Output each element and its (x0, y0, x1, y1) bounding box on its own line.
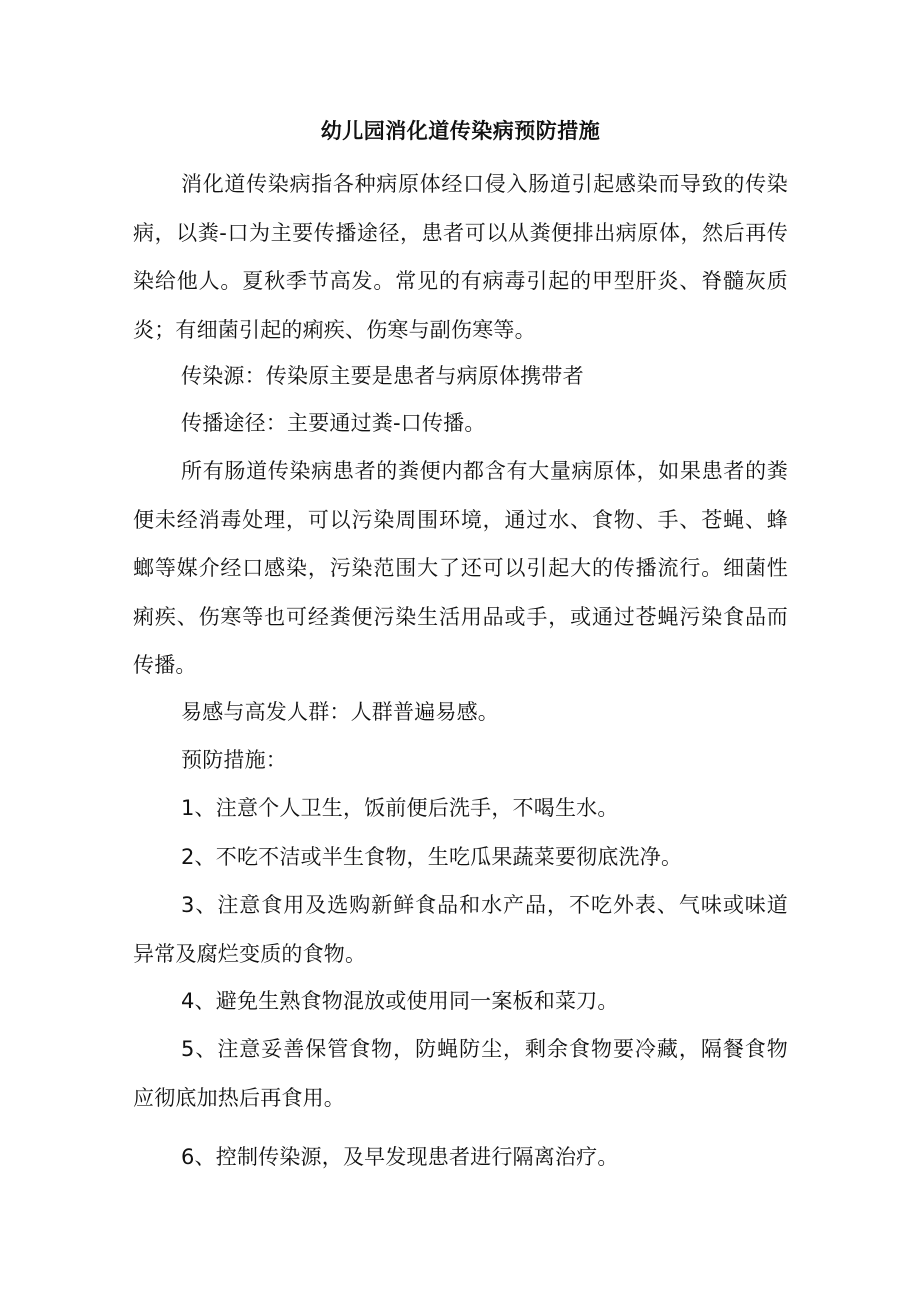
list-item-prevention-4: 4、避免生熟食物混放或使用同一案板和菜刀。 (181, 989, 619, 1013)
paragraph-transmission-detail: 所有肠道传染病患者的粪便内都含有大量病原体，如果患者的粪便未经消毒处理，可以污染周围环境，通过水、食物、手、苍蝇、蜂螂等媒介经口感染，污染范围大了还可以引起大的传播流行。细菌性痢疾、伤寒等也可经粪便污染生活用品或手，或通过苍蝇污染食品而传播。 (133, 459, 788, 677)
document-title: 幼儿园消化道传染病预防措施 (320, 119, 601, 143)
list-item-prevention-3: 3、注意食用及选购新鲜食品和水产品，不吃外表、气味或味道异常及腐烂变质的食物。 (133, 893, 788, 966)
document-page (133, 0, 788, 1301)
paragraph-prevention-heading: 预防措施： (181, 748, 287, 772)
paragraph-transmission-route: 传播途径：主要通过粪-口传播。 (181, 411, 486, 435)
list-item-prevention-2: 2、不吃不洁或半生食物，生吃瓜果蔬菜要彻底洗净。 (181, 845, 683, 869)
list-item-prevention-6: 6、控制传染源，及早发现患者进行隔离治疗。 (181, 1145, 619, 1169)
paragraph-susceptible-population: 易感与高发人群：人群普遍易感。 (181, 700, 499, 724)
list-item-prevention-1: 1、注意个人卫生，饭前便后洗手，不喝生水。 (181, 796, 619, 820)
paragraph-infection-source: 传染源：传染原主要是患者与病原体携带者 (181, 364, 584, 388)
paragraph-intro: 消化道传染病指各种病原体经口侵入肠道引起感染而导致的传染病，以粪-口为主要传播途径，患者可以从粪便排出病原体，然后再传染给他人。夏秋季节高发。常见的有病毒引起的甲型肝炎、脊髓灰质炎；有细菌引起的痢疾、伤寒与副伤寒等。 (133, 172, 788, 342)
list-item-prevention-5: 5、注意妥善保管食物，防蝇防尘，剩余食物要冷藏，隔餐食物应彻底加热后再食用。 (133, 1037, 788, 1110)
